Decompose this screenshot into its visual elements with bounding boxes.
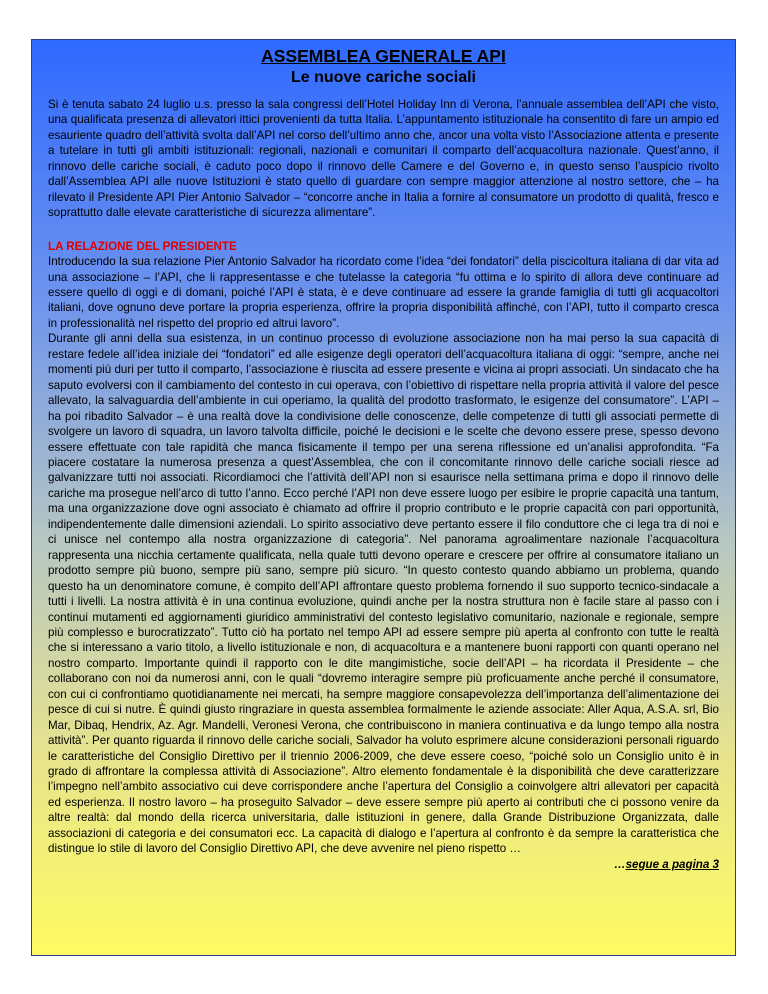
intro-paragraph: Si è tenuta sabato 24 luglio u.s. presso la sala congressi dell’Hotel Holiday Inn di Verona, l’annuale assemblea dell’API che visto, una qualificata presenza di allevatori ittici provenienti da tutta Italia. L’appuntamento istituzionale ha consentito di fare un ampio ed esauriente quadro dell’attività svolta dall’API nel corso dell’ultimo anno che, ancor una volta visto l’Associazione attenta e presente a tutelare in tutti gli ambiti istituzionali: regionali, nazionali e comunitari il comparto dell’acquacoltura nazionale. Quest’anno, il rinnovo delle cariche sociali, è caduto poco dopo il rinnovo delle Camere e del Governo e, in questo senso l’auspicio rivolto dall’Assemblea API alle nuove Istituzioni è stato quello di guardare con sempre maggior attenzione al nostro settore, che – ha rilevato il Presidente API Pier Antonio Salvador – “concorre anche in Italia a fornire al consumatore un prodotto di qualità, fresco e soprattutto dalle elevate caratteristiche di sicurezza alimentare”.: [48, 98, 719, 220]
body-paragraph-2: Durante gli anni della sua esistenza, in un continuo processo di evoluzione associazione non ha mai perso la sua capacità di restare fedele all’idea iniziale dei “fondatori” ed alle esigenze degli operatori dell’acquacoltura italiana di oggi: “sempre, anche nei momenti più duri per tutto il comparto, l’associazione è riuscita ad essere presente e vicina ai propri associati. Un sindacato che ha saputo evolversi con il cambiamento del contesto in cui operava, con l’obiettivo di rispettare nella propria attività il valore del pesce allevato, la salvaguardia dell’ambiente in cui operiamo, la qualità del prodotto trasformato, le esigenze del consumatore”. L’API – ha poi ribadito Salvador – è una realtà dove la condivisione delle conoscenze, delle competenze di tutti gli associati permette di svolgere un lavoro di squadra, un lavoro talvolta difficile, poiché le decisioni e le scelte che devono essere prese, spesso devono essere effettuate con tale rapidità che manca fisicamente il tempo per una serena riflessione ed un’analisi approfondita. “Fa piacere costatare la numerosa presenza a quest’Assemblea, che con il concomitante rinnovo delle cariche sociali riesce ad galvanizzare tutti noi associati. Ricordiamoci che l’attività dell’API non si esaurisce nella settimana prima e dopo il rinnovo delle cariche ma prosegue nell’arco di tutto l’anno. Ecco perché l’API non deve essere luogo per esibire le proprie capacità una tantum, ma una organizzazione dove ogni associato è chiamato ad offrire il proprio contributo e le proprie capacità con pari opportunità, indipendentemente dalle dimensioni aziendali. Lo spirito associativo deve pertanto essere il filo conduttore che ci lega tra di noi e ci unisce nel contempo alla nostra organizzazione di categoria”. Nel panorama agroalimentare nazionale l’acquacoltura rappresenta una nicchia certamente qualificata, nella quale tutti devono operare e crescere per offrire al consumatore italiano un prodotto sempre più buono, sempre più sano, sempre più sicuro. “In questo contesto quando abbiamo un problema, quando questo ha un denominatore comune, è compito dell’API affrontare questo problema fornendo il suo supporto tecnico-sindacale a tutti i livelli. La nostra attività è in una continua evoluzione, quindi anche per la nostra struttura non è facile stare al passo con i continui mutamenti ed aggiornamenti giuridico amministrativi del contesto legislativo comunitario, nazionale e regionale, sempre più complesso e burocratizzato”. Tutto ciò ha portato nel tempo API ad essere sempre più aperta al confronto con tutte le realtà che si interessano a vario titolo, a livello istituzionale e non, di acquacoltura e a mantenere buoni rapporti con quanti operano nel nostro comparto. Importante quindi il rapporto con le dite mangimistiche, socie dell’API – ha ricordata il Presidente – che collaborano con noi da numerosi anni, con le quali “dovremo interagire sempre più proficuamente anche perché il consumatore, con cui ci confrontiamo quotidianamente nei mercati, ha sempre maggiore consapevolezza dell’importanza dell’alimentazione dei pesce di cui si nutre. È quindi giusto ringraziare in questa assemblea formalmente le aziende associate: Aller Aqua, A.S.A. srl, Bio Mar, Dibaq, Hendrix, Az. Agr. Mandelli, Veronesi Verona, che contribuiscono in maniera continuativa e da lungo tempo alla nostra attività”. Per quanto riguarda il rinnovo delle cariche sociali, Salvador ha voluto esprimere alcune considerazioni personali riguardo le caratteristiche del Consiglio Direttivo per il triennio 2006-2009, che deve essere coeso, “poiché solo un Consiglio unito è in grado di affrontare la complessa attività di Associazione”. Altro elemento fondamentale è la disponibilità che deve caratterizzare l’impegno nell’ambito associativo cui deve corrispondere anche l’apertura del Consiglio a coinvolgere altri allevatori per capacità ed esperienza. Il nostro lavoro – ha proseguito Salvador – deve essere sempre più aperto ai contributi che ci possono venire da altre realtà: dal mondo della ricerca universitaria, dalle istituzioni in genere, dalla Grande Distribuzione Organizzata, dalle associazioni di categoria e dei consumatori ecc. La capacità di dialogo e l’apertura al confronto è da sempre la caratteristica che distingue lo stile di lavoro del Consiglio Direttivo API, che deve avvenire nel pieno rispetto …: [48, 332, 719, 856]
article-title: ASSEMBLEA GENERALE API: [261, 46, 506, 66]
continue-note: [48, 857, 719, 872]
body-paragraph-1: Introducendo la sua relazione Pier Antonio Salvador ha ricordato come l’idea “dei fondatori” della piscicoltura italiana di dar vita ad una associazione – l’API, che li rappresentasse e che tutelasse la categoria “fu ottima e lo spirito di allora deve continuare ad essere quello di oggi e di domani, poiché l’API è stata, è e deve continuare ad essere la grande famiglia di tutti gli acquacoltori italiani, dove ognuno deve portare la propria esperienza, offrire la propria disponibilità affinché, con l’API, tutto il comparto cresca in professionalità nel rispetto del proprio ed altrui lavoro”.: [48, 255, 719, 330]
continue-prefix: …: [613, 857, 626, 871]
section-heading: LA RELAZIONE DEL PRESIDENTE: [48, 239, 237, 253]
article-panel: [31, 39, 736, 956]
article-subtitle: Le nuove cariche sociali: [291, 69, 476, 86]
continue-link[interactable]: segue a pagina 3: [625, 857, 719, 871]
